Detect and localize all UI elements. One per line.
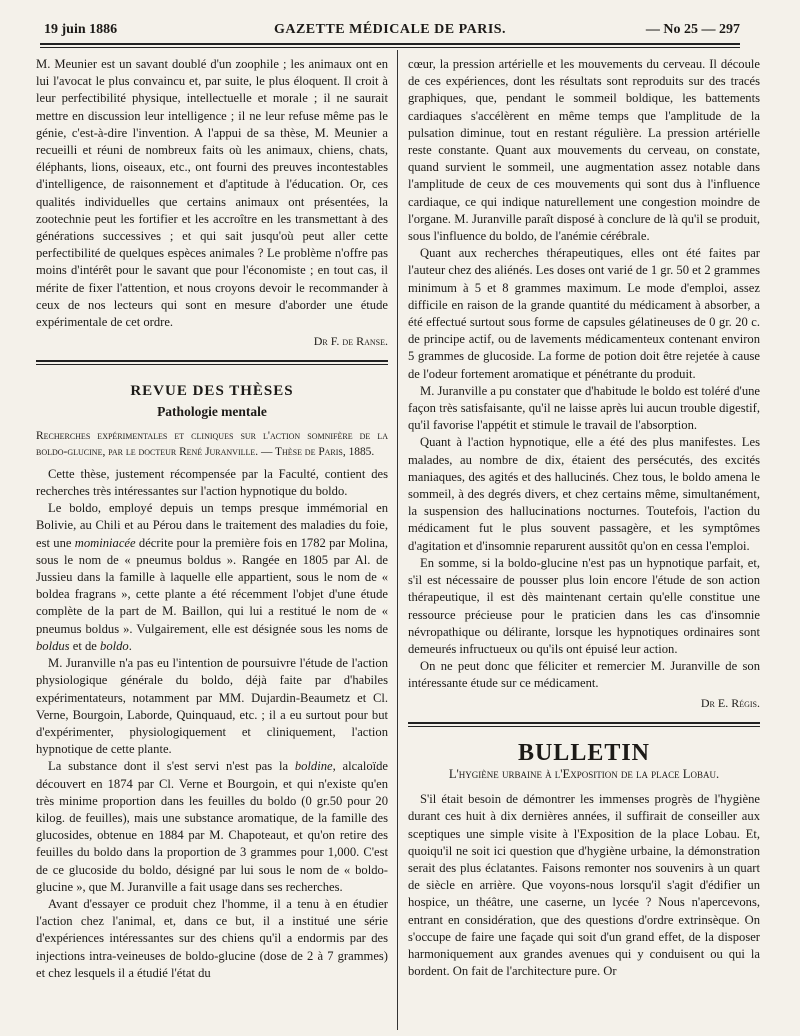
meunier-paragraph: M. Meunier est un savant doublé d'un zoophile ; les animaux ont en lui l'avocat le plus convaincu et, par suite, le plus éloquent. Il croit à leur perfectibilité physique, intellectuelle et morale ; il ne saurait mettre en discussion leur intelligence ; il ne leur refuse même pas le génie, c'est-à-dire l'invention. A l'appui de sa thèse, M. Meunier a recueilli et réuni de nombreux faits où les animaux, chiens, chats, éléphants, lions, oiseaux, etc., ont fourni des preuves incontestables d'intelligence, de raisonnement et d'aptitude à l'éducation. Or, ces qualités individuelles que certains animaux ont présentées, la zootechnie peut les fortifier et les accroître en les transmettant à des générations successives ; et qui sait jusqu'où peut aller cette perfectibilité de quelques espèces animales ? Le problème n'offre pas moins d'intérêt pour le savant que pour l'économiste ; en tout cas, il mérite de fixer l'attention, et nous croyons devoir le recommander à ceux de nos lecteurs qui sont en mesure d'aborder une étude expérimentale de cet ordre. xyxy=(36,57,388,330)
cardiac-results: cœur, la pression artérielle et les mouvements du cerveau. Il découle de ces expériences, dont les résultats sont reproduits sur des tracés graphiques, que, pendant le sommeil boldique, les battements cardiaques s'accélèrent en même temps que l'amplitude de la pulsation diminue, tout en restant régulière. La pression artérielle reste constante. Quant aux mouvements du cerveau, on constate, quand survient le sommeil, une augmentation assez notable dans l'amplitude de ceux de ces mouvements qui sont dus à l'influence cardiaque, ce qui indique naturellement une congestion moindre de l'organe. M. Juranville paraît disposé à conclure de là qu'il se produit, sous l'influence du boldo, de l'anémie cérébrale. xyxy=(408,57,760,244)
revue-title: REVUE DES THÈSES xyxy=(130,383,294,400)
section-divider xyxy=(36,360,388,365)
thesis-intro: Cette thèse, justement récompensée par la Faculté, contient des recherches très intéressantes sur l'action hypnotique du boldo. xyxy=(36,466,388,499)
hypnotic-action: Quant à l'action hypnotique, elle a été des plus manifestes. Les malades, au nombre de dix, étaient des persécutés, des excités maniaques, des agités et des hallucinés. Chez tous, le boldo amena le sommeil, à des degrés divers, et chez certains même, simultanément, la suspension des hallucinations nocturnes. Toutefois, l'action du médicament fut le plus souvent passagère, et les symptômes d'agitation et d'insomnie reparurent aussitôt qu'on en cessa l'emploi. xyxy=(408,435,760,553)
conclusion-paragraph: En somme, si la boldo-glucine n'est pas un hypnotique parfait, et, s'il est nécessaire de pousser plus loin encore l'étude de son action thérapeutique, il est dès maintenant certain qu'elle constitue une ressource précieuse pour le praticien dans les cas d'insomnie névropathique ou délirante, lorsque les hypnotiques ordinaires sont demeurés infructueux ou qu'ils ont épuisé leur action. xyxy=(408,555,760,656)
boldo-history: Le boldo, employé depuis un temps presque immémorial en Bolivie, au Chili et au Pérou dans le traitement des maladies du foie, est une mominiacée décrite pour la première fois en 1782 par Molina, sous le nom de « pneumus boldus ». Rangée en 1805 par Al. de Jussieu dans la famille à laquelle elle appartient, sous le nom de « boldea fragrans », cette plante a été récemment l'objet d'une étude complète de la part de M. Baillon, qui lui a restitué le nom de « pneumus boldus ». Vulgairement, elle est désignée sous les noms de boldus et de boldo. xyxy=(36,501,388,653)
tolerance-paragraph: M. Juranville a pu constater que d'habitude le boldo est toléré d'une façon très satisfaisante, qu'il ne laisse après lui aucun trouble digestif, qu'il favorise l'appétit et stimule le travail de l'absorption. xyxy=(408,383,760,433)
signature-regis: Dr E. Régis. xyxy=(700,695,760,710)
bulletin-subtitle: L'hygiène urbaine à l'Exposition de la place Lobau. xyxy=(448,766,720,781)
signature-ranse: Dr F. de Ranse. xyxy=(313,334,388,349)
hygiene-paragraph: S'il était besoin de démontrer les immenses progrès de l'hygiène durant ces huit à dix dernières années, il suffirait de conseiller aux sceptiques une simple visite à l'Exposition de la place Lobau. Et, quoiqu'il ne soit ici question que d'hygiène urbaine, la démonstration serait des plus éclatantes. Faisons remonter nos souvenirs à un quart de siècle en arrière. Que voyons-nous lorsqu'il s'agit d'édifier un hospice, un théâtre, une caserne, un lycée ? Nous n'apercevons, entrant en considération, que des questions d'ordre extrinsèque. On s'occupe de faire une façade qui soit d'un grand effet, de la disposer harmoniquement aux grandes avenues qui y conduisent ou qui la bordent. On fait de l'architecture pure. Or xyxy=(408,792,760,979)
page-header xyxy=(40,22,740,42)
bulletin-title: BULLETIN xyxy=(517,739,651,766)
thesis-heading: Recherches expérimentales et cliniques sur l'action somnifère de la boldo-glucine, par le docteur René Juranville. — Thèse de Paris, 1885. xyxy=(36,429,388,458)
therapeutic-research: Quant aux recherches thérapeutiques, elles ont été faites par l'auteur chez des aliénés. Les doses ont varié de 1 gr. 50 et 2 grammes minimum à 5 et 8 grammes maximum. Le mode d'emploi, assez difficile en raison de la grande quantité du médicament à absorber, a été effectué surtout sous forme de capsules gélatineuses de 0 gr. 20 c. de principe actif, ou de lavements médicamenteux contenant environ 5 grammes de glucoside. La forme de potion doit être rejetée à cause de l'odeur fortement aromatique et pénétrante du produit. xyxy=(408,246,760,381)
journal-title: GAZETTE MÉDICALE DE PARIS. xyxy=(273,22,507,37)
page-number: — No 25 — 297 xyxy=(645,22,740,37)
header-rule xyxy=(40,43,740,45)
animal-experiments: Avant d'essayer ce produit chez l'homme, il a tenu à en étudier l'action chez l'animal, et, dans ce but, il a institué une série d'expériences intéressantes sur des chiens qu'il a endormis par des injections intra-veineuses de boldo-glucine (dose de 2 à 7 grammes) et chez lesquels il a étudié l'état du xyxy=(36,896,388,980)
revue-subtitle: Pathologie mentale xyxy=(157,403,267,419)
thanks-paragraph: On ne peut donc que féliciter et remercier M. Juranville de son intéressante étude sur ce médicament. xyxy=(408,659,760,691)
column-divider xyxy=(397,50,398,1030)
header-rule-thin xyxy=(40,47,740,48)
right-column xyxy=(408,56,760,980)
left-column xyxy=(36,56,388,982)
issue-date: 19 juin 1886 xyxy=(44,22,118,37)
substance-paragraph: La substance dont il s'est servi n'est pas la boldine, alcaloïde découvert en 1874 par Cl. Verne et Bourgoin, et qui n'existe qu'en très minime proportion dans les feuilles du boldo (0 gr.50 pour 20 kilog. de feuilles), mais une substance aromatique, de la famille des glucosides, obtenue en 1884 par M. Chapoteaut, et qu'on retire des feuilles du boldo dans la proportion de 3 grammes pour 1,000. C'est de ce glucoside du boldo, désigné par lui sous le nom de « boldo-glucine », que M. Juranville a fait usage dans ses recherches. xyxy=(36,759,388,894)
juranville-aim: M. Juranville n'a pas eu l'intention de poursuivre l'étude de l'action physiologique générale du boldo, déjà faite par d'habiles expérimentateurs, notamment par MM. Dujardin-Beaumetz et Cl. Verne, Bourgoin, Laborde, Quinquaud, etc. ; il a eu surtout pour but d'expérimenter, physiologiquement et cliniquement, l'action hypnotique de cette plante. xyxy=(36,656,388,757)
bulletin-divider xyxy=(408,722,760,727)
